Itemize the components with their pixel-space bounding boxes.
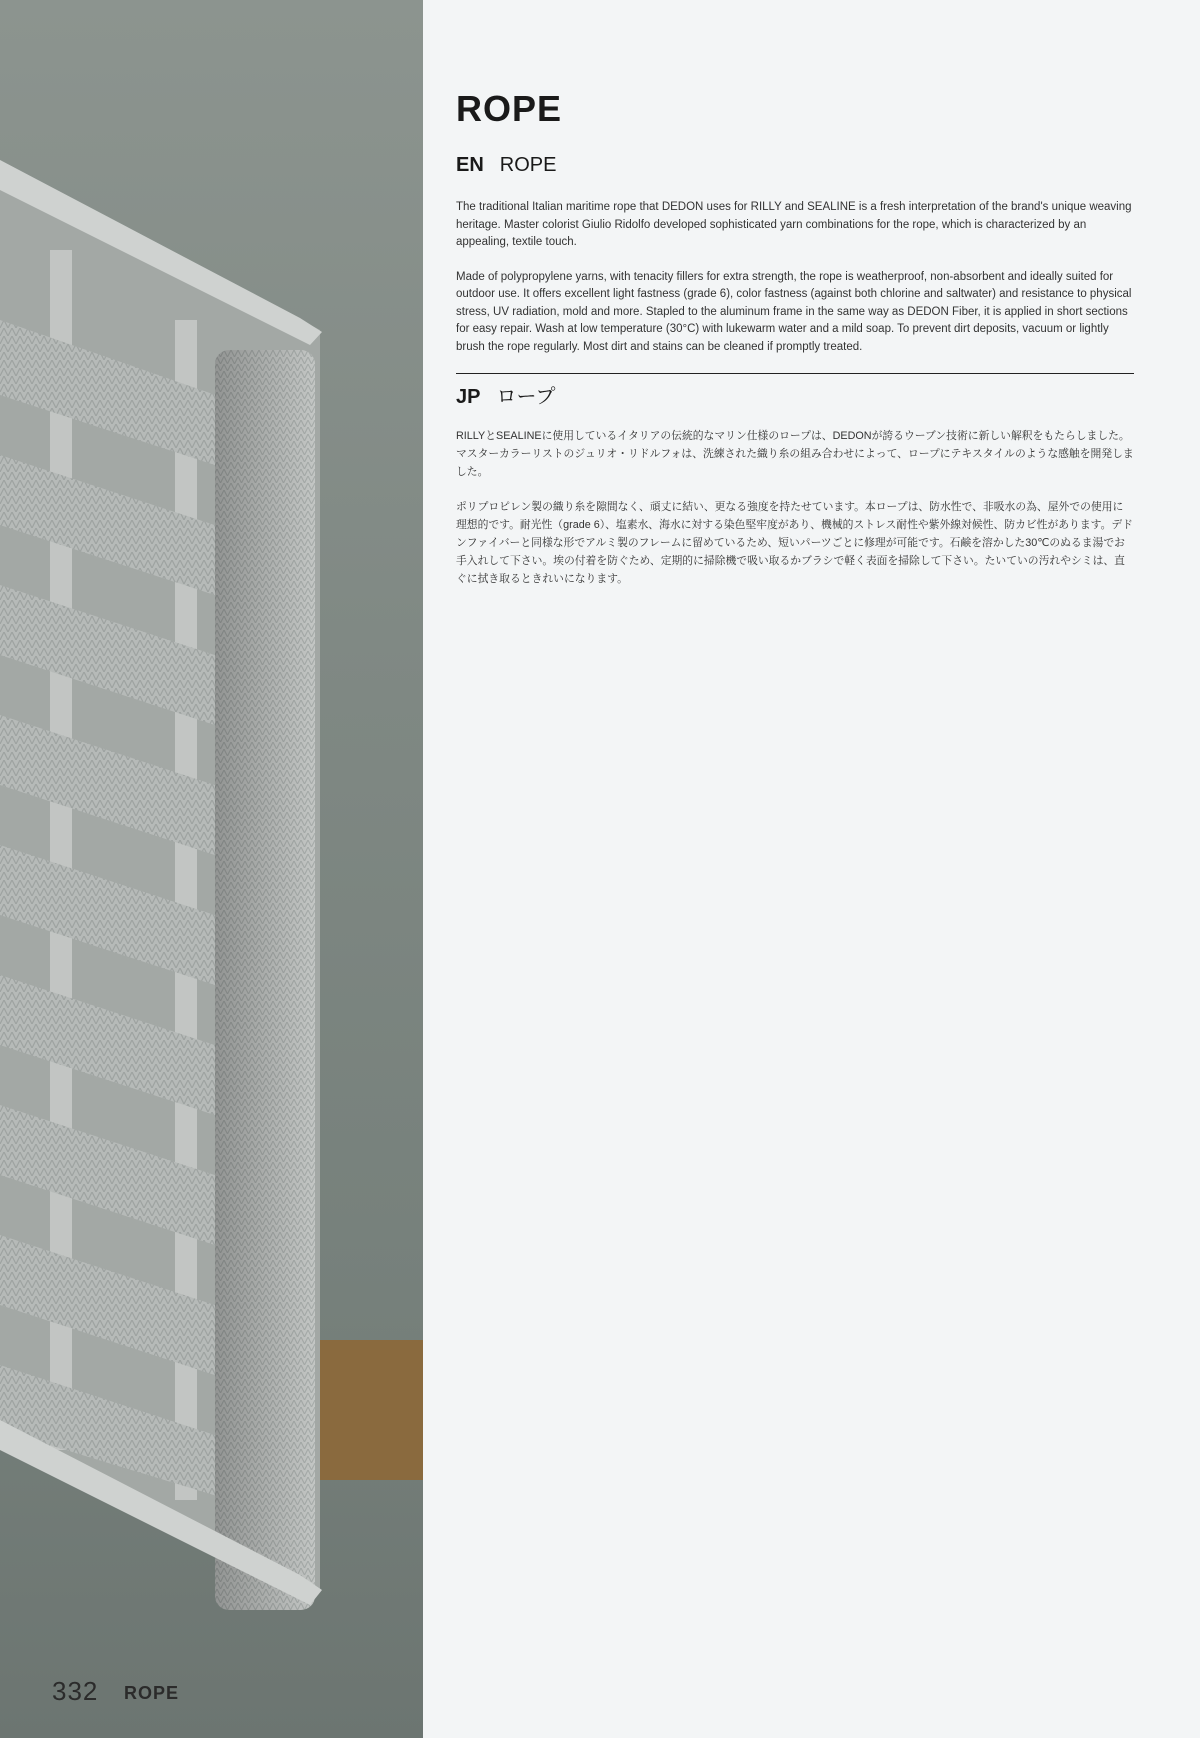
- rope-weave-illustration: [0, 0, 423, 1738]
- en-section-header: [456, 154, 1134, 177]
- text-column: [456, 88, 1134, 605]
- en-paragraph: The traditional Italian maritime rope that DEDON uses for RILLY and SEALINE is a fresh interpretation of the brand's unique weaving heritage. Master colorist Giulio Ridolfo developed sophisticated yarn combinations for the rope, which is characterized by an appealing, textile touch.: [456, 201, 1132, 248]
- jp-section-header: [456, 380, 1134, 409]
- en-subtitle: ROPE: [499, 154, 557, 176]
- page-title: ROPE: [456, 88, 563, 129]
- page-number: 332: [52, 1676, 99, 1706]
- wrapped-side-rail: [215, 350, 315, 1610]
- en-paragraph: Made of polypropylene yarns, with tenacity fillers for extra strength, the rope is weatherproof, non-absorbent and ideally suited for outdoor use. It offers excellent light fastness (grade 6), color fastness (against both chlorine and saltwater) and resistance to physical stress, UV radiation, mold and more. Stapled to the aluminum frame in the same way as DEDON Fiber, it is applied in short sections for easy repair. Wash at low temperature (30°C) with lukewarm water and a mild soap. To prevent dirt deposits, vacuum or lightly brush the rope regularly. Most dirt and stains can be cleaned if promptly treated.: [456, 270, 1132, 353]
- jp-subtitle: ロープ: [496, 386, 556, 408]
- page-footer-label: ROPE: [124, 1683, 180, 1703]
- en-lang-code: EN: [456, 154, 484, 176]
- jp-paragraph: RILLYとSEALINEに使用しているイタリアの伝統的なマリン仕様のロープは、DEDONが誇るウーブン技術に新しい解釈をもたらしました。マスターカラーリストのジュリオ・リドルフォは、洗練された織り糸の組み合わせによって、ロープにテキスタイルのような感触を開発しました。: [456, 430, 1134, 478]
- rope-chair-photo: [0, 0, 423, 1738]
- jp-lang-code: JP: [456, 386, 481, 408]
- section-divider: [456, 373, 1134, 374]
- jp-paragraph: ポリプロピレン製の織り糸を隙間なく、頑丈に結い、更なる強度を持たせています。本ロープは、防水性で、非吸水の為、屋外での使用に理想的です。耐光性（grade 6）、塩素水、海水に対する染色堅牢度があり、機械的ストレス耐性や紫外線対候性、防カビ性があります。デドンファイバーと同様な形でアルミ製のフレームに留めているため、短いパーツごとに修理が可能です。石鹸を溶かした30℃のぬるま湯でお手入れして下さい。埃の付着を防ぐため、定期的に掃除機で吸い取るかブラシで軽く表面を掃除して下さい。たいていの汚れやシミは、直ぐに拭き取るときれいになります。: [456, 501, 1133, 585]
